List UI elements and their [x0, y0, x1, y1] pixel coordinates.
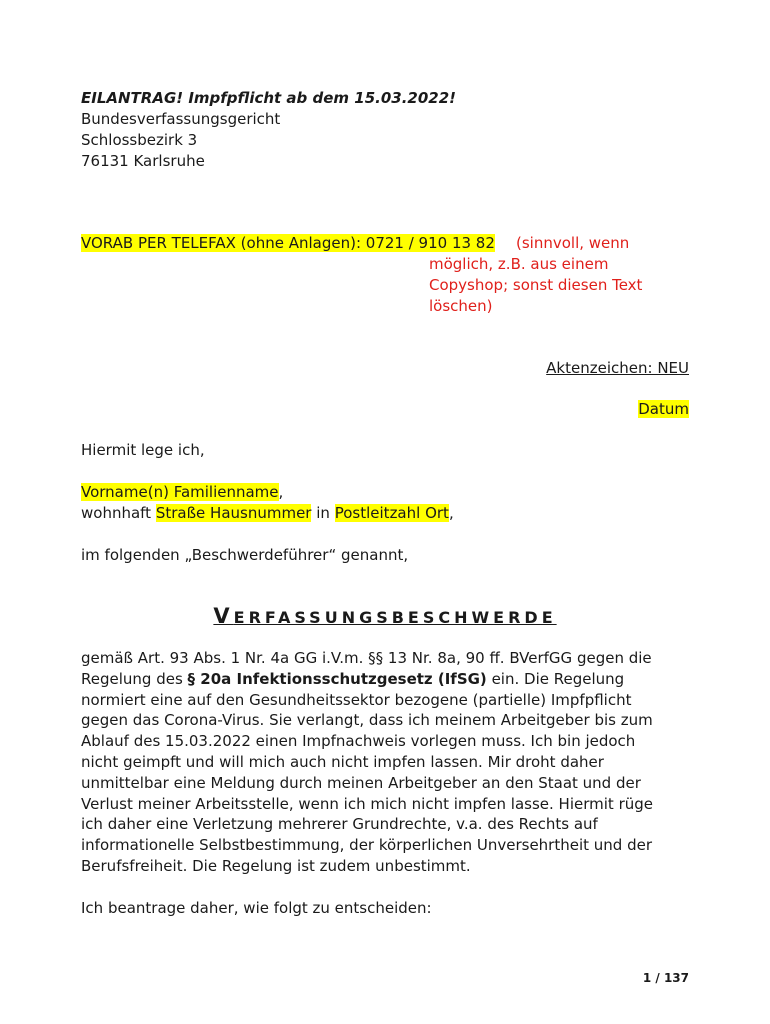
- address-line: [81, 503, 454, 524]
- heading-initial: V: [213, 604, 234, 628]
- date-placeholder: Datum: [638, 400, 689, 418]
- court-city: 76131 Karlsruhe: [81, 152, 205, 170]
- closing-line: Ich beantrage daher, wie folgt zu entscheiden:: [81, 899, 432, 917]
- intro-line: Hiermit lege ich,: [81, 441, 205, 459]
- body-text: ein. Die Regelung: [491, 669, 625, 688]
- fax-note-line-3: Copyshop; sonst diesen Text: [429, 276, 643, 294]
- name-placeholder: Vorname(n) Familienname: [81, 483, 279, 501]
- body-line: informationelle Selbstbestimmung, der körperlichen Unversehrtheit und der: [81, 836, 652, 855]
- body-line: Berufsfreiheit. Die Regelung ist zudem unbestimmt.: [81, 856, 471, 875]
- fax-note-line-2: möglich, z.B. aus einem: [429, 255, 609, 273]
- body-line: gegen das Corona-Virus. Sie verlangt, dass ich meinem Arbeitgeber bis zum: [81, 711, 653, 730]
- body-line: Verlust meiner Arbeitsstelle, wenn ich mich nicht impfen lasse. Hiermit rüge: [81, 794, 653, 813]
- date-field: [638, 399, 689, 420]
- body-line: gemäß Art. 93 Abs. 1 Nr. 4a GG i.V.m. §§ 13 Nr. 8a, 90 ff. BVerfGG gegen die: [81, 649, 652, 667]
- fax-note-line-4: löschen): [429, 297, 493, 315]
- body-line: normiert eine auf den Gesundheitssektor bezogene (partielle) Impfpflicht: [81, 690, 632, 709]
- body-line: ich daher eine Verletzung mehrerer Grundrechte, v.a. des Rechts auf: [81, 815, 598, 834]
- fax-label: VORAB PER TELEFAX (ohne Anlagen): 0721 / 910 13 82: [81, 234, 495, 252]
- body-line: nicht geimpft und will mich auch nicht impfen lassen. Mir droht daher: [81, 752, 604, 771]
- section-heading: [0, 604, 770, 628]
- body-line: Ablauf des 15.03.2022 einen Impfnachweis vorlegen muss. Ich bin jedoch: [81, 732, 636, 751]
- place-placeholder: Postleitzahl Ort: [334, 504, 449, 522]
- heading-rest: ERFASSUNGSBESCHWERDE: [233, 608, 557, 627]
- aktenzeichen: Aktenzeichen: NEU: [546, 359, 689, 377]
- document-title: EILANTRAG! Impfpflicht ab dem 15.03.2022!: [81, 89, 457, 107]
- address-comma: ,: [448, 504, 454, 522]
- designation-line: im folgenden „Beschwerdeführer“ genannt,: [81, 546, 409, 564]
- fax-note-line-1: (sinnvoll, wenn: [516, 234, 630, 252]
- wohnhaft-text: wohnhaft: [81, 504, 152, 522]
- page-number: 1 / 137: [642, 971, 689, 985]
- name-line: [81, 482, 283, 503]
- statute-reference: § 20a Infektionsschutzgesetz (IfSG): [187, 669, 487, 688]
- court-name: Bundesverfassungsgericht: [81, 110, 281, 128]
- street-placeholder: Straße Hausnummer: [155, 504, 312, 522]
- body-paragraph: [81, 648, 701, 877]
- body-text: Regelung des: [81, 669, 183, 688]
- court-street: Schlossbezirk 3: [81, 131, 198, 149]
- fax-line: [81, 233, 495, 254]
- name-comma: ,: [278, 483, 284, 501]
- body-line: [81, 669, 701, 690]
- in-text: in: [316, 504, 330, 522]
- body-line: unmittelbar eine Meldung durch meinen Arbeitgeber an den Staat und der: [81, 773, 641, 792]
